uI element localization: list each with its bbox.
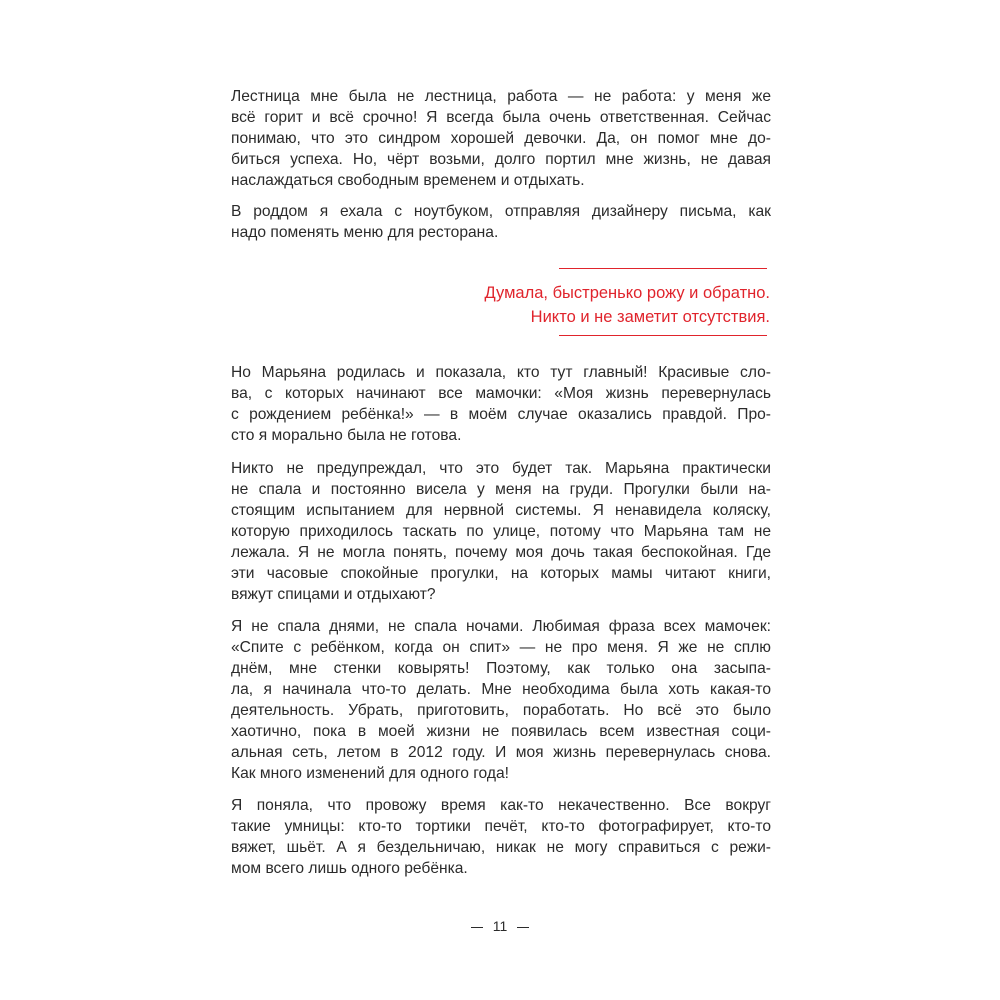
paragraph-line: надо поменять меню для ресторана. bbox=[231, 224, 499, 241]
paragraph-line: с рождением ребёнка!» — в моём случае оказались правдой. Про- bbox=[231, 406, 771, 423]
paragraph-line: хаотично, пока в моей жизни не появилась всем известная соци- bbox=[231, 723, 771, 740]
paragraph-line: ва, с которых начинают все мамочки: «Моя жизнь перевернулась bbox=[231, 385, 771, 402]
paragraph-line: такие умницы: кто-то тортики печёт, кто-то фотографирует, кто-то bbox=[231, 818, 771, 835]
pull-quote bbox=[420, 281, 770, 329]
dash-left bbox=[471, 927, 483, 928]
paragraph-line: эти часовые спокойные прогулки, на которых мамы читают книги, bbox=[231, 565, 771, 582]
paragraph-line: понимаю, что это синдром хорошей девочки. Да, он помог мне до- bbox=[231, 130, 771, 147]
paragraph-line: стоящим испытанием для нервной системы. Я ненавидела коляску, bbox=[231, 502, 771, 519]
page-number: 11 bbox=[492, 918, 508, 934]
paragraph-line: «Спите с ребёнком, когда он спит» — не про меня. Я же не сплю bbox=[231, 639, 771, 656]
paragraph-4 bbox=[231, 458, 771, 605]
paragraph-line: ла, я начинала что-то делать. Мне необходима была хоть какая-то bbox=[231, 681, 771, 698]
paragraph-line: В роддом я ехала с ноутбуком, отправляя дизайнеру письма, как bbox=[231, 203, 771, 220]
paragraph-line: Лестница мне была не лестница, работа — не работа: у меня же bbox=[231, 88, 771, 105]
pull-quote-top-rule bbox=[559, 268, 767, 269]
page-footer bbox=[0, 918, 1000, 934]
paragraph-line: лежала. Я не могла понять, почему моя дочь такая беспокойная. Где bbox=[231, 544, 771, 561]
paragraph-line: биться успеха. Но, чёрт возьми, долго портил мне жизнь, не давая bbox=[231, 151, 771, 168]
pull-quote-line: Думала, быстренько рожу и обратно. bbox=[484, 284, 770, 302]
paragraph-line: вяжут спицами и отдыхают? bbox=[231, 586, 436, 603]
paragraph-line: мом всего лишь одного ребёнка. bbox=[231, 860, 468, 877]
paragraph-line: Я поняла, что провожу время как-то некачественно. Все вокруг bbox=[231, 797, 771, 814]
paragraph-line: Но Марьяна родилась и показала, кто тут главный! Красивые сло- bbox=[231, 364, 771, 381]
paragraph-5 bbox=[231, 616, 771, 784]
paragraph-6 bbox=[231, 795, 771, 879]
paragraph-1 bbox=[231, 86, 771, 191]
paragraph-line: не спала и постоянно висела у меня на груди. Прогулки были на- bbox=[231, 481, 771, 498]
paragraph-line: альная сеть, летом в 2012 году. И моя жизнь перевернулась снова. bbox=[231, 744, 771, 761]
paragraph-line: Никто не предупреждал, что это будет так. Марьяна практически bbox=[231, 460, 771, 477]
paragraph-2 bbox=[231, 201, 771, 243]
paragraph-line: днём, мне стенки ковырять! Поэтому, как только она засыпа- bbox=[231, 660, 771, 677]
pull-quote-line: Никто и не заметит отсутствия. bbox=[530, 308, 770, 326]
paragraph-line: которую приходилось таскать по улице, потому что Марьяна там не bbox=[231, 523, 771, 540]
paragraph-line: всё горит и всё срочно! Я всегда была очень ответственная. Сейчас bbox=[231, 109, 771, 126]
paragraph-3 bbox=[231, 362, 771, 446]
paragraph-line: Я не спала днями, не спала ночами. Любимая фраза всех мамочек: bbox=[231, 618, 771, 635]
paragraph-line: сто я морально была не готова. bbox=[231, 427, 462, 444]
dash-right bbox=[517, 927, 529, 928]
paragraph-line: вяжет, шьёт. А я бездельничаю, никак не могу справиться с режи- bbox=[231, 839, 771, 856]
pull-quote-bottom-rule bbox=[559, 335, 767, 336]
paragraph-line: деятельность. Убрать, приготовить, поработать. Но всё это было bbox=[231, 702, 771, 719]
paragraph-line: наслаждаться свободным временем и отдыхать. bbox=[231, 172, 585, 189]
paragraph-line: Как много изменений для одного года! bbox=[231, 765, 509, 782]
